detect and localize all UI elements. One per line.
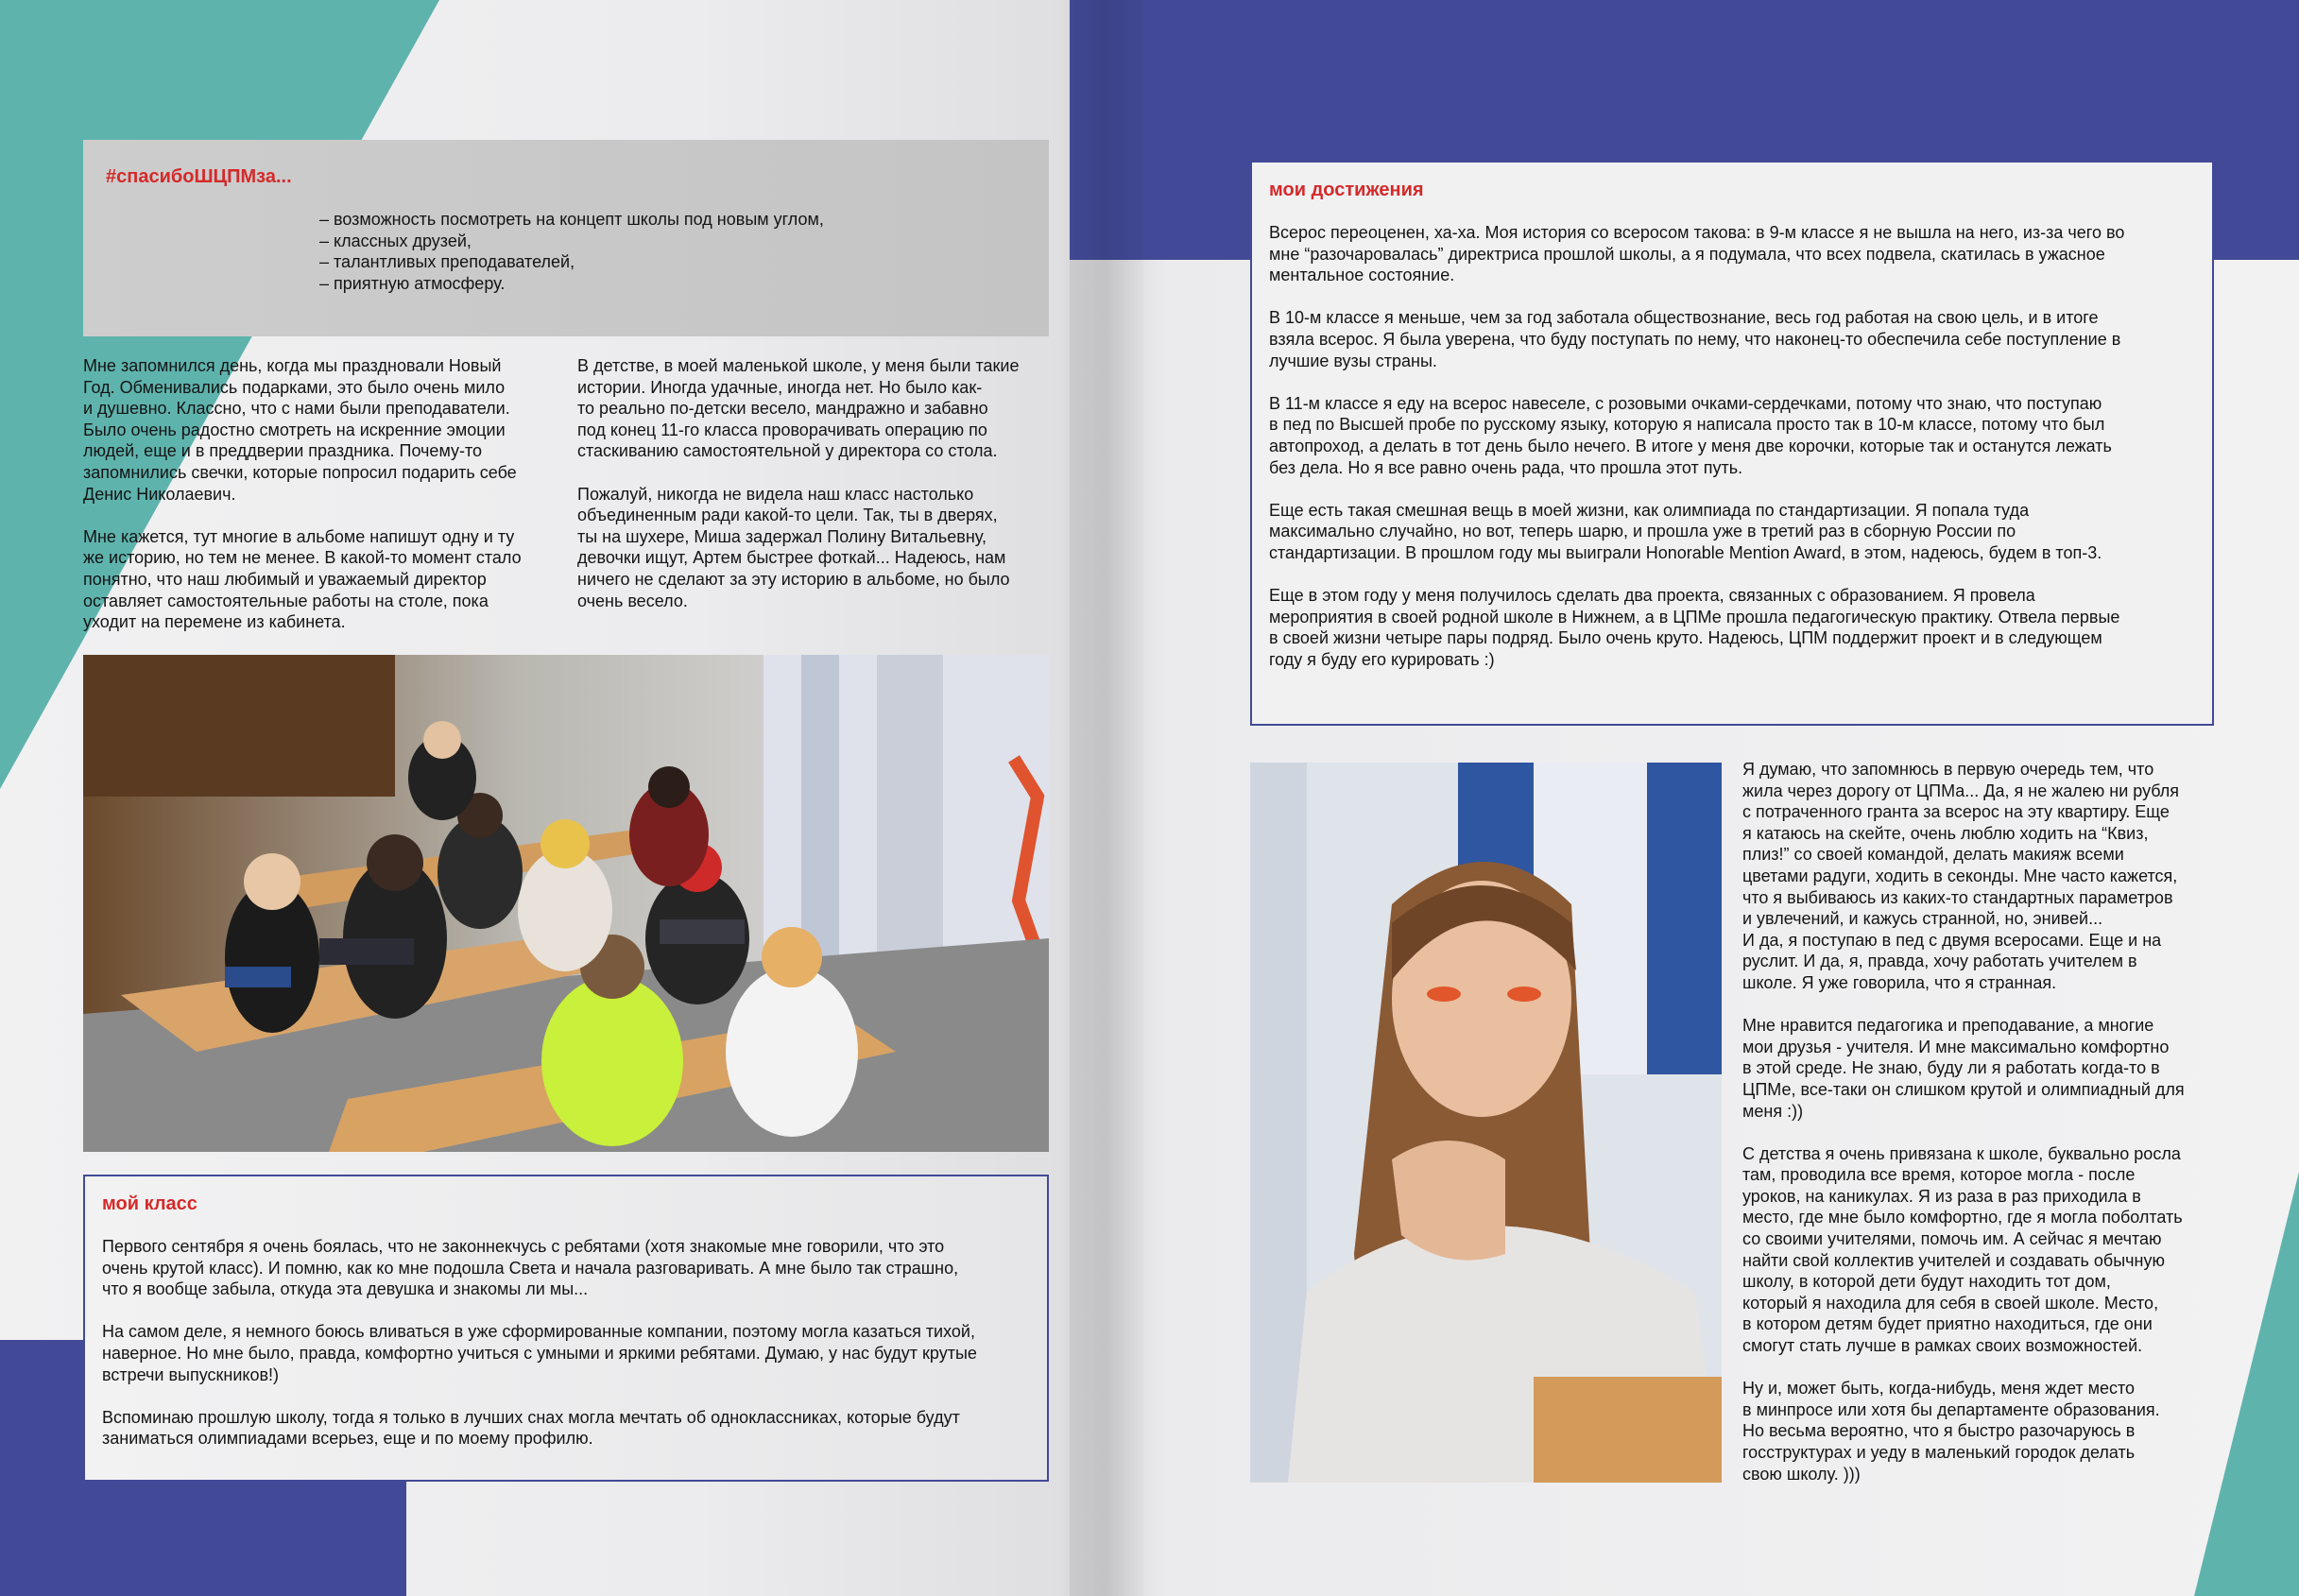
book-spine-shadow [1058, 0, 1143, 1596]
paragraph: Пожалуй, никогда не видела наш класс настолько объединенным ради какой-то цели. Так, ты в дверях, ты на шухере, Миша задержал Полину Витальевну, девочки ищут, Артем быстрее фоткай... Надеюсь, нам ничего не сделают за эту историю в альбоме, но было очень весело. [577, 484, 1010, 610]
classroom-photo [83, 655, 1049, 1152]
thanks-box [83, 140, 1049, 336]
portrait-photo [1250, 763, 1722, 1483]
thanks-item: – приятную атмосферу. [319, 273, 506, 293]
paragraph: В 10-м классе я меньше, чем за год заботала обществознание, весь год работая на свою цель, и в итоге взяла всерос. Я была уверена, что буду поступать по нему, что наконец-то обеспечила себе поступление в лучшие вузы страны. [1269, 308, 2121, 370]
thanks-item: – талантливых преподавателей, [319, 252, 575, 272]
paragraph: Мне кажется, тут многие в альбоме напишут одну и ту же историю, но тем не менее. В какой-то момент стало понятно, что наш любимый и уважаемый директор оставляет самостоятельные работы на столе, пока уходит на перемене из кабинета. [83, 526, 522, 632]
thanks-heading: #спасибоШЦПМза... [106, 166, 292, 187]
achievements-heading: мои достижения [1269, 180, 1424, 200]
paragraph: Еще есть такая смешная вещь в моей жизни, как олимпиада по стандартизации. Я попала туда максимально случайно, но вот, теперь шарю, и прошла уже в третий раз в сборную России по стандартизации. В прошлом году мы выиграли Honorable Mention Award, в этом, надеюсь, будем в топ-3. [1269, 500, 2102, 562]
paragraph: Вспоминаю прошлую школу, тогда я только в лучших снах могла мечтать об одноклассниках, которые будут заниматься олимпиадами всерьез, еще и по моему профилю. [102, 1407, 960, 1449]
paragraph: В детстве, в моей маленькой школе, у меня были такие истории. Иногда удачные, иногда нет. Но было как- то реально по-детски весело, мандражно и забавно под конец 11-го класса проворачивать операцию по стаскиванию самостоятельной у директора со стола. [577, 356, 1020, 461]
right-text-column [1742, 759, 2234, 1484]
paragraph: На самом деле, я немного боюсь вливаться в уже сформированные компании, поэтому могла казаться тихой, наверное. Но мне было, правда, комфортно учиться с умными и яркими ребятами. Думаю, у нас будут крутые встречи выпускников!) [102, 1322, 977, 1384]
paragraph: Я думаю, что запомнюсь в первую очередь тем, что жила через дорогу от ЦПМа... Да, я не жалею ни рубля с потраченного гранта за всерос на эту квартиру. Еще я катаюсь на скейте, очень люблю ходить на “Квиз, плиз!” со своей командой, делать макияж всеми цветами радуги, ходить в секонды. Мне часто кажется, что я выбиваюсь из каких-то стандартных параметров и увлечений, и кажусь странной, но, энивей... И да, я поступаю в пед с двумя всеросами. Еще и на руслит. И да, я, правда, хочу работать учителем в школе. Я уже говорила, что я странная. [1742, 760, 2180, 992]
thanks-item: – возможность посмотреть на концепт школы под новым углом, [319, 210, 824, 229]
paragraph: Еще в этом году у меня получилось сделать два проекта, связанных с образованием. Я провела мероприятия в своей родной школе в Нижнем, а в ЦПМе прошла педагогическую практику. Отвела первые в своей жизни четыре пары подряд. Было очень круто. Надеюсь, ЦПМ поддержит проект и в следующем году я буду его курировать :) [1269, 586, 2120, 669]
text-column-1 [83, 355, 565, 633]
right-page [1070, 0, 2299, 1596]
my-class-heading: мой класс [102, 1193, 197, 1214]
classroom-illustration [83, 655, 1049, 1152]
paragraph: Ну и, может быть, когда-нибудь, меня ждет место в минпросе или хотя бы департаменте образования. Но весьма вероятно, что я быстро разочаруюсь в госструктурах и уеду в маленький городок делать свою школу. ))) [1742, 1379, 2160, 1484]
my-class-box [83, 1175, 1049, 1482]
paragraph: Первого сентября я очень боялась, что не законнекчусь с ребятами (хотя знакомые мне говорили, что это очень крутой класс). И помню, как ко мне подошла Света и начала разговаривать. А мне было так страшно, что я вообще забыла, откуда эта девушка и знакомы ли мы... [102, 1237, 959, 1299]
paragraph: С детства я очень привязана к школе, буквально росла там, проводила все время, которое могла - после уроков, на каникулах. Я из раза в раз приходила в место, где мне было комфортно, где я могла поболтать со своими учителями, помочь им. А сейчас я мечтаю найти свой коллектив учителей и создавать обычную школу, в которой дети будут находить тот дом, который я находила для себя в своей школе. Место, в котором детям будет приятно находиться, где они смогут стать лучше в рамках своих возможностей. [1742, 1143, 2183, 1356]
paragraph: Мне нравится педагогика и преподавание, а многие мои друзья - учителя. И мне максимально комфортно в этой среде. Не знаю, буду ли я работать когда-то в ЦПМе, все-таки он слишком крутой и олимпиадный для меня :)) [1742, 1016, 2185, 1121]
left-page [0, 0, 1149, 1596]
portrait-illustration [1250, 763, 1722, 1483]
achievements-box [1250, 161, 2214, 726]
thanks-item: – классных друзей, [319, 231, 472, 250]
paragraph: В 11-м классе я еду на всерос навеселе, с розовыми очками-сердечками, потому что знаю, что поступаю в пед по Высшей пробе по русскому языку, которую я написала просто так в 10-м классе, потому что был автопроход, а делать в тот день было нечего. В итоге у меня две корочки, которые так и останутся лежать без дела. Но я все равно очень рада, что прошла этот путь. [1269, 393, 2112, 477]
thanks-list [319, 209, 1026, 294]
paragraph: Всерос переоценен, ха-ха. Моя история со всеросом такова: в 9-м классе я не вышла на него, из-за чего во мне “разочаровалась” директриса прошлой школы, а я подумала, что всех подвела, скатилась в ужасное ментальное состояние. [1269, 223, 2125, 285]
paragraph: Мне запомнился день, когда мы праздновали Новый Год. Обменивались подарками, это было очень мило и душевно. Классно, что с нами были преподаватели. Было очень радостно смотреть на искренние эмоции людей, еще и в преддверии праздника. Почему-то запомнились свечки, которые попросил подарить себе Денис Николаевич. [83, 356, 517, 504]
text-column-2 [577, 355, 1055, 611]
